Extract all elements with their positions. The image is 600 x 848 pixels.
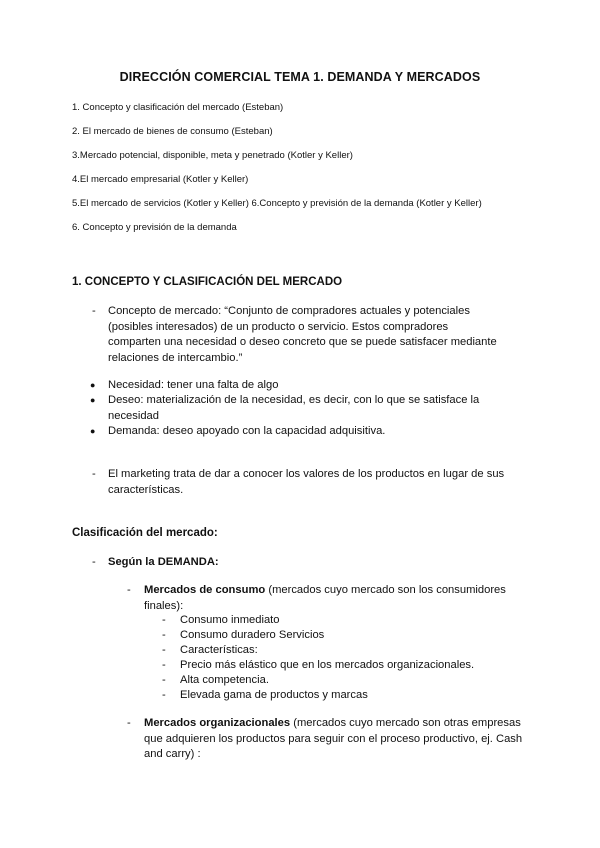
- bullet-demanda: Demanda: deseo apoyado con la capacidad adquisitiva.: [108, 425, 386, 437]
- dash-marker: -: [162, 644, 166, 656]
- toc-item-2: 2. El mercado de bienes de consumo (Esteban): [72, 126, 273, 137]
- consumo-item: Precio más elástico que en los mercados organizacionales.: [180, 659, 475, 671]
- consumo-item: Consumo duradero Servicios: [180, 629, 325, 641]
- dash-marker: -: [127, 584, 131, 596]
- org-rest: (mercados cuyo mercado son otras empresas que adquieren los productos para seguir con el proceso productivo, ej. Cash and carry) :: [144, 717, 523, 760]
- document-title: DIRECCIÓN COMERCIAL TEMA 1. DEMANDA Y MERCADOS: [119, 70, 481, 84]
- toc-item-3: 3.Mercado potencial, disponible, meta y penetrado (Kotler y Keller): [72, 150, 353, 161]
- section-heading-concepto: 1. CONCEPTO Y CLASIFICACIÓN DEL MERCADO: [72, 276, 343, 288]
- consumo-rest: (mercados cuyo mercado son los consumidores finales):: [144, 584, 506, 612]
- dash-marker: -: [162, 614, 166, 626]
- org-bold: Mercados organizacionales: [144, 717, 291, 729]
- dash-marker: -: [162, 674, 166, 686]
- consumo-item: Elevada gama de productos y marcas: [180, 689, 368, 701]
- dash-marker: -: [92, 556, 96, 568]
- dash-marker: -: [162, 659, 166, 671]
- dash-marker: -: [127, 717, 131, 729]
- toc-item-4: 4.El mercado empresarial (Kotler y Keller): [72, 174, 249, 185]
- consumo-item: Consumo inmediato: [180, 614, 280, 626]
- organizacionales-paragraph: [144, 716, 524, 763]
- bullet-deseo: Deseo: materialización de la necesidad, es decir, con lo que se satisface la necesidad: [108, 394, 480, 422]
- bullet-necesidad: Necesidad: tener una falta de algo: [108, 379, 279, 391]
- consumo-item: Alta competencia.: [180, 674, 269, 686]
- bullet-marker: ●: [90, 395, 96, 405]
- dash-marker: -: [162, 629, 166, 641]
- toc-item-5: 5.El mercado de servicios (Kotler y Keller) 6.Concepto y previsión de la demanda (Kotler y Keller): [72, 198, 482, 209]
- consumo-bold: Mercados de consumo: [144, 584, 266, 596]
- dash-marker: -: [162, 689, 166, 701]
- concept-paragraph: Concepto de mercado: “Conjunto de compradores actuales y potenciales (posibles interesados) de un producto o servicio. Estos compradores comparten una necesidad o deseo concreto que se puede satisfacer mediante relaciones de intercambio.”: [108, 305, 497, 364]
- toc-item-6: 6. Concepto y previsión de la demanda: [72, 222, 237, 233]
- toc-item-1: 1. Concepto y clasificación del mercado (Esteban): [72, 102, 284, 113]
- consumo-paragraph: [144, 583, 514, 614]
- marketing-paragraph: El marketing trata de dar a conocer los valores de los productos en lugar de sus características.: [108, 468, 505, 496]
- dash-marker: -: [92, 305, 96, 317]
- consumo-item: Características:: [180, 644, 258, 656]
- bullet-marker: ●: [90, 380, 96, 390]
- dash-marker: -: [92, 468, 96, 480]
- by-demand-label: Según la DEMANDA:: [108, 556, 219, 568]
- bullet-marker: ●: [90, 426, 96, 436]
- classification-heading: Clasificación del mercado:: [72, 527, 218, 539]
